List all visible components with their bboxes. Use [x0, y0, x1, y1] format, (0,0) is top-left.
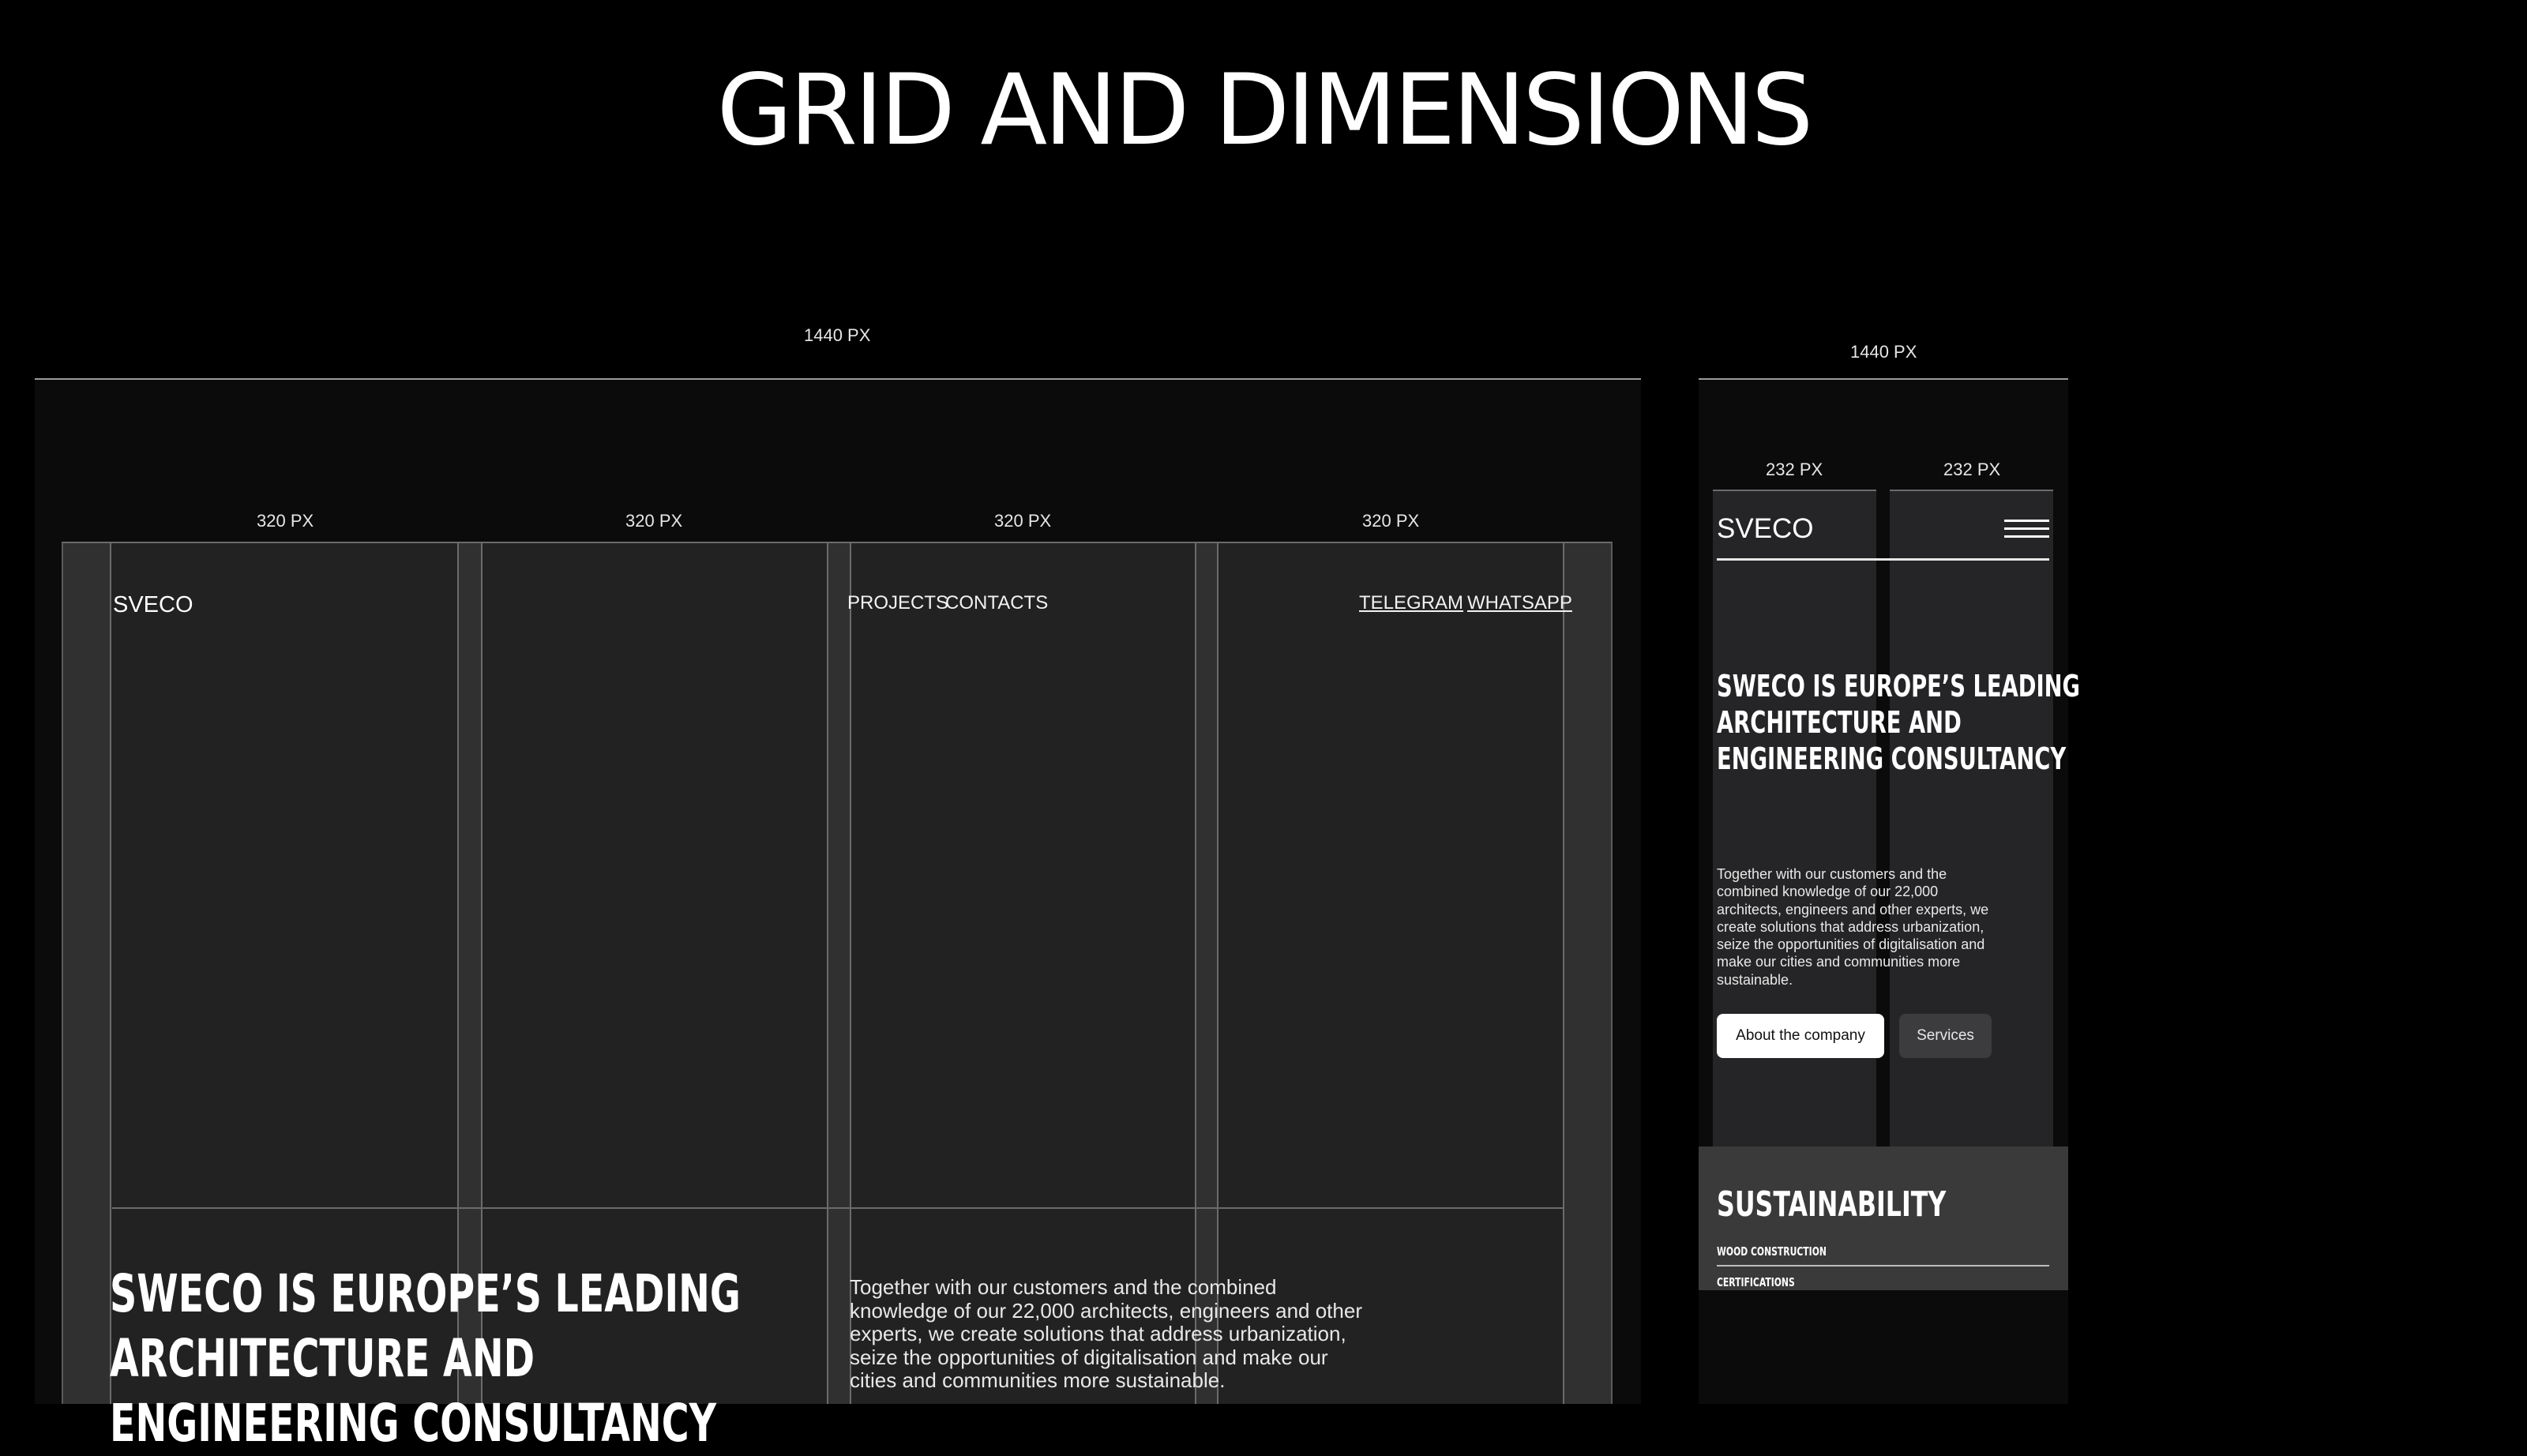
mobile-body-text — [1717, 865, 1988, 989]
desktop-headline-line-3: ENGINEERING CONSULTANCY — [110, 1393, 717, 1454]
hamburger-bar-1 — [2004, 520, 2049, 522]
desktop-col-3-width-label: 320 PX — [994, 511, 1052, 531]
desktop-body-line-5: cities and communities more sustainable. — [850, 1368, 1226, 1392]
mobile-headline-line-2: ARCHITECTURE AND — [1717, 705, 1962, 740]
desktop-nav-whatsapp[interactable]: WHATSAPP — [1467, 592, 1572, 614]
mobile-col-2-width-label: 232 PX — [1943, 460, 2001, 479]
mobile-body-line-4: create solutions that address urbanization, — [1717, 918, 1984, 935]
desktop-total-width-label: 1440 PX — [804, 325, 871, 345]
sustainability-item-wood-construction[interactable]: WOOD CONSTRUCTION — [1717, 1244, 1827, 1259]
hamburger-bar-3 — [2004, 535, 2049, 538]
mobile-headline — [1717, 668, 2080, 786]
desktop-section-divider — [112, 1207, 1564, 1209]
mobile-header-divider — [1717, 558, 2049, 561]
desktop-headline-line-2: ARCHITECTURE AND — [110, 1328, 535, 1389]
desktop-headline-line-1: SWECO IS EUROPE’S LEADING — [110, 1263, 741, 1324]
sustainability-item-divider — [1717, 1265, 2049, 1266]
mobile-body-line-5: seize the opportunities of digitalisation and — [1717, 936, 1985, 953]
desktop-body-line-4: seize the opportunities of digitalisation and make our — [850, 1345, 1328, 1369]
sustainability-item-certifications[interactable]: CERTIFICATIONS — [1717, 1275, 1795, 1289]
mobile-body-line-2: combined knowledge of our 22,000 — [1717, 884, 1939, 900]
hamburger-bar-2 — [2004, 527, 2049, 530]
desktop-nav-telegram[interactable]: TELEGRAM — [1359, 592, 1464, 614]
desktop-body-line-2: knowledge of our 22,000 architects, engineers and other — [850, 1298, 1362, 1323]
mobile-col-1-width-label: 232 PX — [1766, 460, 1823, 479]
desktop-col-1-width-label: 320 PX — [257, 511, 314, 531]
page-title: GRID AND DIMENSIONS — [716, 54, 1811, 167]
desktop-nav-projects[interactable]: PROJECTS — [847, 592, 949, 614]
sustainability-title: SUSTAINABILITY — [1717, 1184, 1947, 1225]
desktop-nav-contacts[interactable]: CONTACTS — [945, 592, 1049, 614]
mobile-body-line-3: architects, engineers and other experts, we — [1717, 901, 1989, 918]
mobile-body-line-7: sustainable. — [1717, 971, 1793, 988]
mobile-total-width-label: 1440 PX — [1850, 342, 1917, 362]
desktop-body-text — [850, 1276, 1362, 1393]
desktop-col-2-width-label: 320 PX — [625, 511, 683, 531]
services-button[interactable]: Services — [1899, 1014, 1992, 1058]
hamburger-menu-icon[interactable] — [2004, 520, 2049, 543]
mobile-logo[interactable]: SVECO — [1717, 513, 1814, 544]
mobile-bottom-area — [1699, 1290, 2068, 1404]
mobile-body-line-6: make our cities and communities more — [1717, 954, 1961, 970]
desktop-headline — [110, 1262, 820, 1454]
desktop-body-line-1: Together with our customers and the combined — [850, 1275, 1277, 1299]
mobile-headline-line-3: ENGINEERING CONSULTANCY — [1717, 741, 2067, 776]
desktop-logo[interactable]: SVECO — [113, 592, 193, 617]
desktop-body-line-3: experts, we create solutions that address urbanization, — [850, 1322, 1346, 1345]
mobile-body-line-1: Together with our customers and the — [1717, 866, 1947, 882]
about-the-company-button[interactable]: About the company — [1717, 1014, 1884, 1058]
mobile-headline-line-1: SWECO IS EUROPE’S LEADING — [1717, 669, 2080, 704]
desktop-col-4-width-label: 320 PX — [1362, 511, 1420, 531]
